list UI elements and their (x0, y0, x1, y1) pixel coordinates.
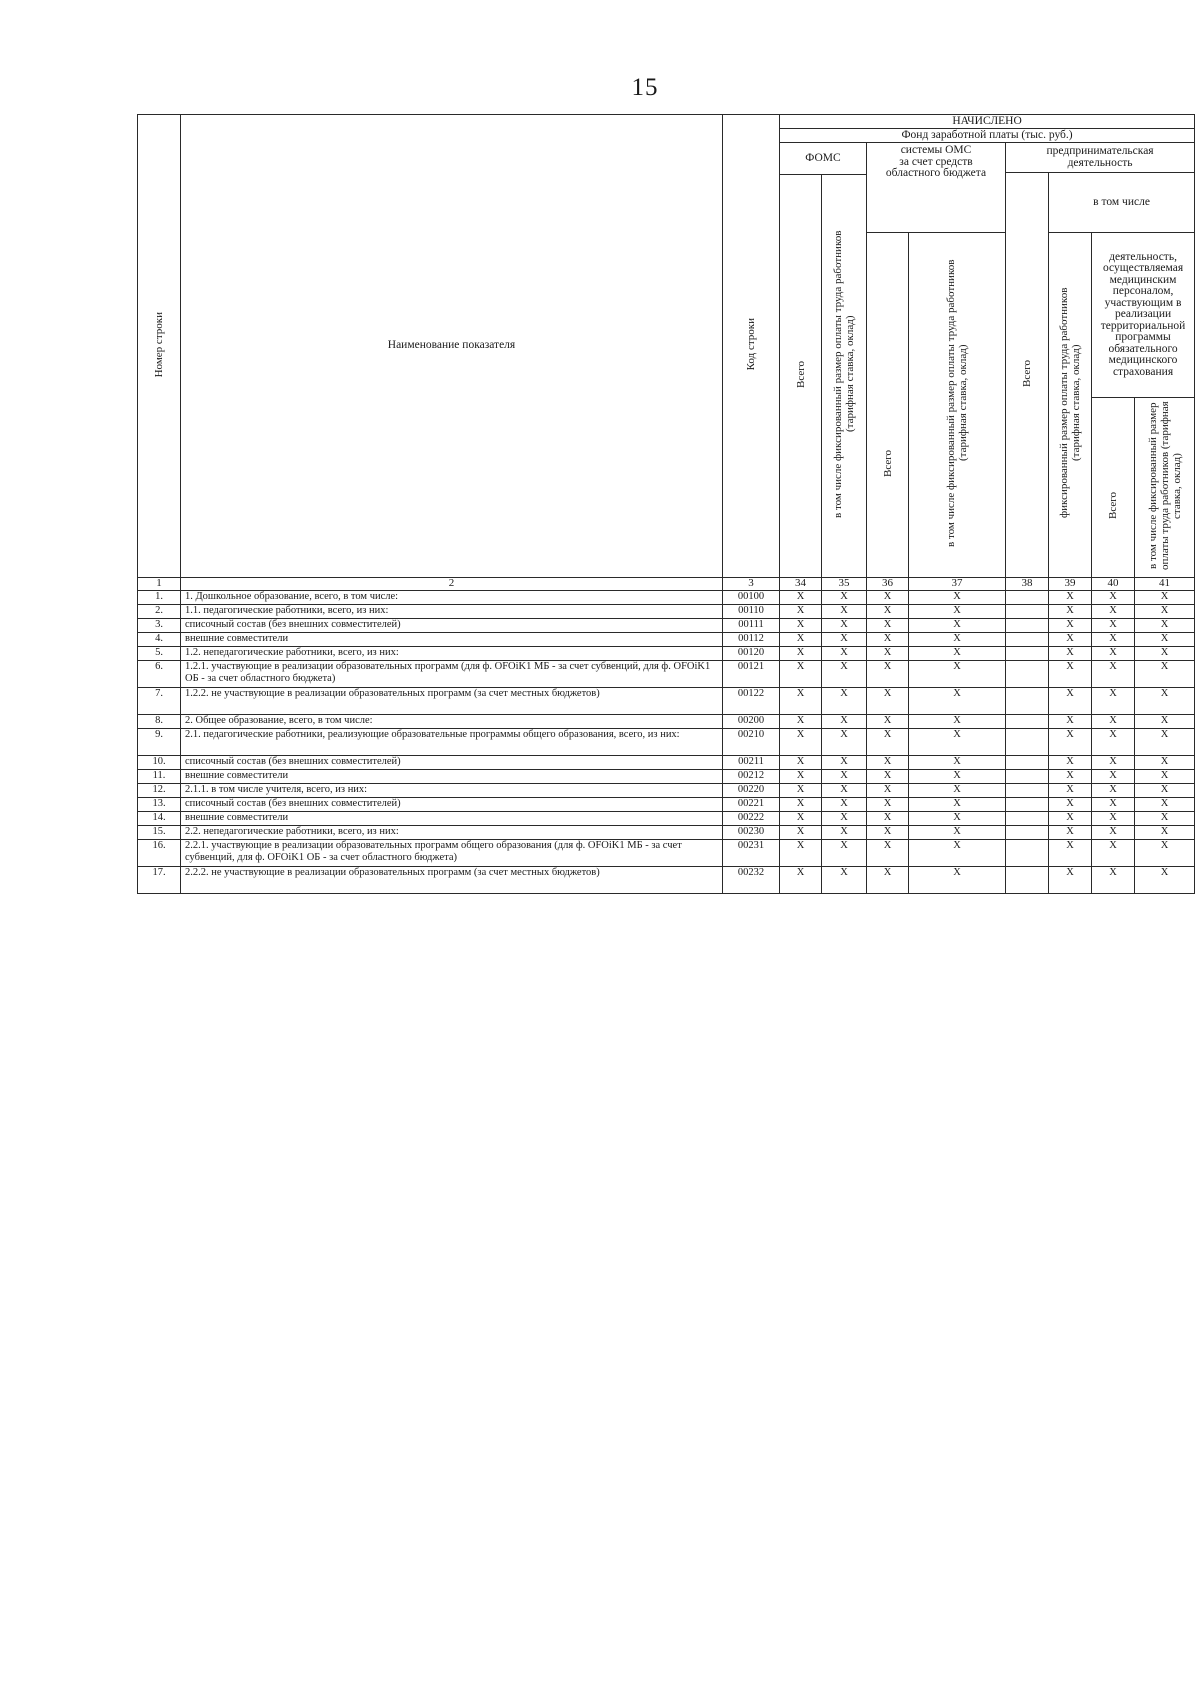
value-cell-41: X (1135, 688, 1195, 715)
value-cell-39: X (1049, 715, 1092, 729)
header-wage-fund: Фонд заработной платы (тыс. руб.) (780, 129, 1195, 143)
indicator-name-cell: 2.2.2. не участвующие в реализации образовательных программ (за счет местных бюджетов) (181, 867, 723, 894)
table-row (138, 798, 1195, 812)
col-number: 1 (138, 578, 181, 591)
value-cell-34: X (780, 756, 822, 770)
row-code-cell: 00210 (723, 729, 780, 756)
value-cell-34: X (780, 867, 822, 894)
row-code-cell: 00232 (723, 867, 780, 894)
row-code-cell: 00211 (723, 756, 780, 770)
indicator-name-cell: внешние совместители (181, 633, 723, 647)
value-cell-41: X (1135, 715, 1195, 729)
value-cell-40: X (1092, 840, 1135, 867)
value-cell-35: X (822, 798, 867, 812)
value-cell-35: X (822, 784, 867, 798)
value-cell-39: X (1049, 784, 1092, 798)
value-cell-39: X (1049, 770, 1092, 784)
value-cell-40: X (1092, 770, 1135, 784)
row-number-cell: 4. (138, 633, 181, 647)
indicator-name-cell: 2.2. непедагогические работники, всего, из них: (181, 826, 723, 840)
row-code-cell: 00221 (723, 798, 780, 812)
row-number-cell: 5. (138, 647, 181, 661)
value-cell-40: X (1092, 688, 1135, 715)
value-cell-38 (1006, 784, 1049, 798)
indicator-name-cell: 1.1. педагогические работники, всего, из них: (181, 605, 723, 619)
value-cell-37: X (909, 756, 1006, 770)
row-number-cell: 17. (138, 867, 181, 894)
value-cell-36: X (867, 770, 909, 784)
table-row (138, 812, 1195, 826)
value-cell-36: X (867, 812, 909, 826)
value-cell-39: X (1049, 729, 1092, 756)
indicator-name-cell: 1. Дошкольное образование, всего, в том числе: (181, 591, 723, 605)
value-cell-39: X (1049, 661, 1092, 688)
value-cell-35: X (822, 840, 867, 867)
value-cell-40: X (1092, 661, 1135, 688)
value-cell-34: X (780, 688, 822, 715)
header-foms-total (780, 175, 822, 578)
value-cell-39: X (1049, 798, 1092, 812)
table-row (138, 867, 1195, 894)
value-cell-38 (1006, 729, 1049, 756)
value-cell-37: X (909, 661, 1006, 688)
value-cell-37: X (909, 826, 1006, 840)
value-cell-40: X (1092, 633, 1135, 647)
value-cell-35: X (822, 770, 867, 784)
value-cell-41: X (1135, 756, 1195, 770)
value-cell-41: X (1135, 619, 1195, 633)
value-cell-34: X (780, 826, 822, 840)
value-cell-38 (1006, 591, 1049, 605)
table-row (138, 619, 1195, 633)
header-oms-system-label: системы ОМС (900, 144, 972, 156)
value-cell-35: X (822, 715, 867, 729)
value-cell-37: X (909, 619, 1006, 633)
value-cell-40: X (1092, 812, 1135, 826)
header-oms-total (867, 233, 909, 578)
value-cell-38 (1006, 826, 1049, 840)
value-cell-39: X (1049, 756, 1092, 770)
value-cell-41: X (1135, 798, 1195, 812)
value-cell-39: X (1049, 619, 1092, 633)
value-cell-37: X (909, 591, 1006, 605)
value-cell-36: X (867, 729, 909, 756)
value-cell-34: X (780, 591, 822, 605)
value-cell-36: X (867, 688, 909, 715)
value-cell-34: X (780, 798, 822, 812)
value-cell-37: X (909, 798, 1006, 812)
row-number-cell: 6. (138, 661, 181, 688)
row-number-cell: 8. (138, 715, 181, 729)
indicator-name-cell: 1.2. непедагогические работники, всего, из них: (181, 647, 723, 661)
indicator-name-cell: 1.2.2. не участвующие в реализации образовательных программ (за счет местных бюджетов) (181, 688, 723, 715)
value-cell-41: X (1135, 647, 1195, 661)
value-cell-38 (1006, 715, 1049, 729)
value-cell-36: X (867, 756, 909, 770)
indicator-name-cell: 1.2.1. участвующие в реализации образовательных программ (для ф. OFOiK1 МБ - за счет субвенций, для ф. OFOiK1 ОБ - за счет областного бюджета) (181, 661, 723, 688)
value-cell-38 (1006, 661, 1049, 688)
header-entrepreneurial-fixed (1049, 233, 1092, 578)
value-cell-37: X (909, 715, 1006, 729)
row-code-cell: 00121 (723, 661, 780, 688)
col-number: 38 (1006, 578, 1049, 591)
table-row (138, 647, 1195, 661)
table-body (138, 578, 1195, 894)
indicator-name-cell: списочный состав (без внешних совместителей) (181, 756, 723, 770)
row-number-cell: 13. (138, 798, 181, 812)
value-cell-38 (1006, 867, 1049, 894)
value-cell-40: X (1092, 647, 1135, 661)
row-number-cell: 16. (138, 840, 181, 867)
value-cell-36: X (867, 647, 909, 661)
row-number-cell: 10. (138, 756, 181, 770)
indicator-name-cell: 2. Общее образование, всего, в том числе: (181, 715, 723, 729)
value-cell-37: X (909, 840, 1006, 867)
value-cell-38 (1006, 770, 1049, 784)
value-cell-40: X (1092, 756, 1135, 770)
value-cell-37: X (909, 729, 1006, 756)
header-oms-fixed (909, 233, 1006, 578)
header-indicator-name: Наименование показателя (181, 115, 723, 578)
value-cell-40: X (1092, 784, 1135, 798)
header-accrued: НАЧИСЛЕНО (780, 115, 1195, 129)
value-cell-35: X (822, 661, 867, 688)
row-code-cell: 00230 (723, 826, 780, 840)
value-cell-39: X (1049, 605, 1092, 619)
value-cell-40: X (1092, 826, 1135, 840)
table-row (138, 784, 1195, 798)
table-row (138, 840, 1195, 867)
header-including: в том числе (1049, 173, 1195, 233)
value-cell-36: X (867, 605, 909, 619)
row-code-cell: 00100 (723, 591, 780, 605)
value-cell-35: X (822, 605, 867, 619)
col-number: 40 (1092, 578, 1135, 591)
value-cell-40: X (1092, 729, 1135, 756)
value-cell-36: X (867, 633, 909, 647)
col-number: 36 (867, 578, 909, 591)
value-cell-35: X (822, 756, 867, 770)
table-row (138, 756, 1195, 770)
value-cell-34: X (780, 770, 822, 784)
table-header (138, 115, 1195, 578)
row-code-cell: 00112 (723, 633, 780, 647)
value-cell-34: X (780, 812, 822, 826)
value-cell-35: X (822, 647, 867, 661)
value-cell-41: X (1135, 784, 1195, 798)
table-row (138, 826, 1195, 840)
vertical-header-label: Номер строки (153, 311, 165, 377)
value-cell-41: X (1135, 770, 1195, 784)
row-code-cell: 00200 (723, 715, 780, 729)
value-cell-36: X (867, 798, 909, 812)
row-code-cell: 00110 (723, 605, 780, 619)
row-number-cell: 11. (138, 770, 181, 784)
table-row (138, 729, 1195, 756)
indicator-name-cell: 2.1.1. в том числе учителя, всего, из них: (181, 784, 723, 798)
header-medical-activity: деятельность, осуществляемая медицинским персоналом, участвующим в реализации территориальной программы обязательного медицинского страхования (1092, 233, 1195, 398)
indicator-name-cell: 2.2.1. участвующие в реализации образовательных программ общего образования (для ф. OFOiK1 МБ - за счет субвенций, для ф. OFOiK1 ОБ - за счет областного бюджета) (181, 840, 723, 867)
value-cell-35: X (822, 688, 867, 715)
value-cell-36: X (867, 784, 909, 798)
row-number-cell: 3. (138, 619, 181, 633)
value-cell-35: X (822, 591, 867, 605)
value-cell-37: X (909, 647, 1006, 661)
value-cell-34: X (780, 661, 822, 688)
value-cell-37: X (909, 867, 1006, 894)
row-code-cell: 00222 (723, 812, 780, 826)
col-number: 37 (909, 578, 1006, 591)
value-cell-35: X (822, 729, 867, 756)
row-code-cell: 00120 (723, 647, 780, 661)
value-cell-34: X (780, 647, 822, 661)
vertical-header-label: в том числе фиксированный размер оплаты труда работников (тарифная ставка, оклад) (832, 230, 856, 518)
value-cell-41: X (1135, 661, 1195, 688)
value-cell-40: X (1092, 867, 1135, 894)
value-cell-39: X (1049, 647, 1092, 661)
header-entrepreneurial: предпринимательская деятельность (1006, 143, 1195, 173)
value-cell-36: X (867, 840, 909, 867)
indicator-name-cell: 2.1. педагогические работники, реализующие образовательные программы общего образования, всего, из них: (181, 729, 723, 756)
table-row (138, 633, 1195, 647)
value-cell-34: X (780, 605, 822, 619)
col-number: 41 (1135, 578, 1195, 591)
value-cell-39: X (1049, 633, 1092, 647)
value-cell-34: X (780, 729, 822, 756)
value-cell-39: X (1049, 840, 1092, 867)
indicator-name-cell: внешние совместители (181, 812, 723, 826)
value-cell-38 (1006, 619, 1049, 633)
value-cell-34: X (780, 619, 822, 633)
header-oms-system (867, 143, 1006, 233)
value-cell-41: X (1135, 867, 1195, 894)
indicator-name-cell: списочный состав (без внешних совместителей) (181, 798, 723, 812)
value-cell-36: X (867, 826, 909, 840)
value-cell-38 (1006, 756, 1049, 770)
column-numbers-row (138, 578, 1195, 591)
value-cell-36: X (867, 867, 909, 894)
value-cell-41: X (1135, 826, 1195, 840)
header-medical-total (1092, 398, 1135, 578)
value-cell-34: X (780, 715, 822, 729)
table-row (138, 770, 1195, 784)
value-cell-39: X (1049, 826, 1092, 840)
col-number: 34 (780, 578, 822, 591)
indicator-name-cell: внешние совместители (181, 770, 723, 784)
row-number-cell: 7. (138, 688, 181, 715)
value-cell-37: X (909, 784, 1006, 798)
value-cell-37: X (909, 770, 1006, 784)
vertical-header-label: фиксированный размер оплаты труда работников (тарифная ставка, оклад) (1058, 288, 1082, 519)
value-cell-35: X (822, 619, 867, 633)
value-cell-38 (1006, 633, 1049, 647)
value-cell-39: X (1049, 591, 1092, 605)
table-row (138, 591, 1195, 605)
header-foms-fixed (822, 175, 867, 578)
vertical-header-label: Всего (1107, 492, 1119, 520)
value-cell-38 (1006, 812, 1049, 826)
value-cell-35: X (822, 867, 867, 894)
table-row (138, 688, 1195, 715)
value-cell-40: X (1092, 605, 1135, 619)
vertical-header-label: в том числе фиксированный размер оплаты труда работников (тарифная ставка, оклад) (945, 259, 969, 547)
vertical-header-label: в том числе фиксированный размер оплаты труда работников (тарифная ставка, оклад) (1146, 401, 1183, 571)
value-cell-35: X (822, 826, 867, 840)
row-code-cell: 00231 (723, 840, 780, 867)
header-row-code (723, 115, 780, 578)
page-number: 15 (631, 74, 659, 101)
col-number: 2 (181, 578, 723, 591)
header-entrepreneurial-total (1006, 173, 1049, 578)
row-number-cell: 1. (138, 591, 181, 605)
value-cell-36: X (867, 591, 909, 605)
value-cell-39: X (1049, 867, 1092, 894)
col-number: 39 (1049, 578, 1092, 591)
value-cell-40: X (1092, 591, 1135, 605)
value-cell-41: X (1135, 812, 1195, 826)
value-cell-38 (1006, 647, 1049, 661)
value-cell-41: X (1135, 591, 1195, 605)
value-cell-34: X (780, 784, 822, 798)
row-code-cell: 00122 (723, 688, 780, 715)
vertical-header-label: Всего (881, 449, 894, 477)
table-row (138, 605, 1195, 619)
value-cell-34: X (780, 840, 822, 867)
value-cell-38 (1006, 840, 1049, 867)
header-regional-budget: за счет средств областного бюджета (885, 155, 987, 179)
table-row (138, 661, 1195, 688)
vertical-header-label: Всего (1021, 359, 1033, 387)
col-number: 35 (822, 578, 867, 591)
vertical-header-label: Код строки (745, 318, 757, 371)
row-code-cell: 00212 (723, 770, 780, 784)
value-cell-41: X (1135, 605, 1195, 619)
value-cell-38 (1006, 688, 1049, 715)
header-foms: ФОМС (780, 143, 867, 175)
value-cell-36: X (867, 661, 909, 688)
value-cell-35: X (822, 812, 867, 826)
value-cell-35: X (822, 633, 867, 647)
value-cell-37: X (909, 812, 1006, 826)
row-code-cell: 00220 (723, 784, 780, 798)
col-number: 3 (723, 578, 780, 591)
indicator-name-cell: списочный состав (без внешних совместителей) (181, 619, 723, 633)
value-cell-40: X (1092, 619, 1135, 633)
value-cell-39: X (1049, 812, 1092, 826)
row-code-cell: 00111 (723, 619, 780, 633)
value-cell-41: X (1135, 729, 1195, 756)
row-number-cell: 14. (138, 812, 181, 826)
row-number-cell: 2. (138, 605, 181, 619)
value-cell-40: X (1092, 715, 1135, 729)
vertical-header-label: Всего (794, 360, 807, 388)
value-cell-37: X (909, 605, 1006, 619)
value-cell-36: X (867, 619, 909, 633)
value-cell-40: X (1092, 798, 1135, 812)
value-cell-37: X (909, 633, 1006, 647)
value-cell-34: X (780, 633, 822, 647)
header-medical-fixed (1135, 398, 1195, 578)
value-cell-39: X (1049, 688, 1092, 715)
value-cell-38 (1006, 605, 1049, 619)
wage-fund-table (137, 114, 1195, 894)
row-number-cell: 15. (138, 826, 181, 840)
value-cell-38 (1006, 798, 1049, 812)
value-cell-41: X (1135, 840, 1195, 867)
value-cell-36: X (867, 715, 909, 729)
row-number-cell: 12. (138, 784, 181, 798)
value-cell-41: X (1135, 633, 1195, 647)
table-row (138, 715, 1195, 729)
value-cell-37: X (909, 688, 1006, 715)
row-number-cell: 9. (138, 729, 181, 756)
header-row-number (138, 115, 181, 578)
